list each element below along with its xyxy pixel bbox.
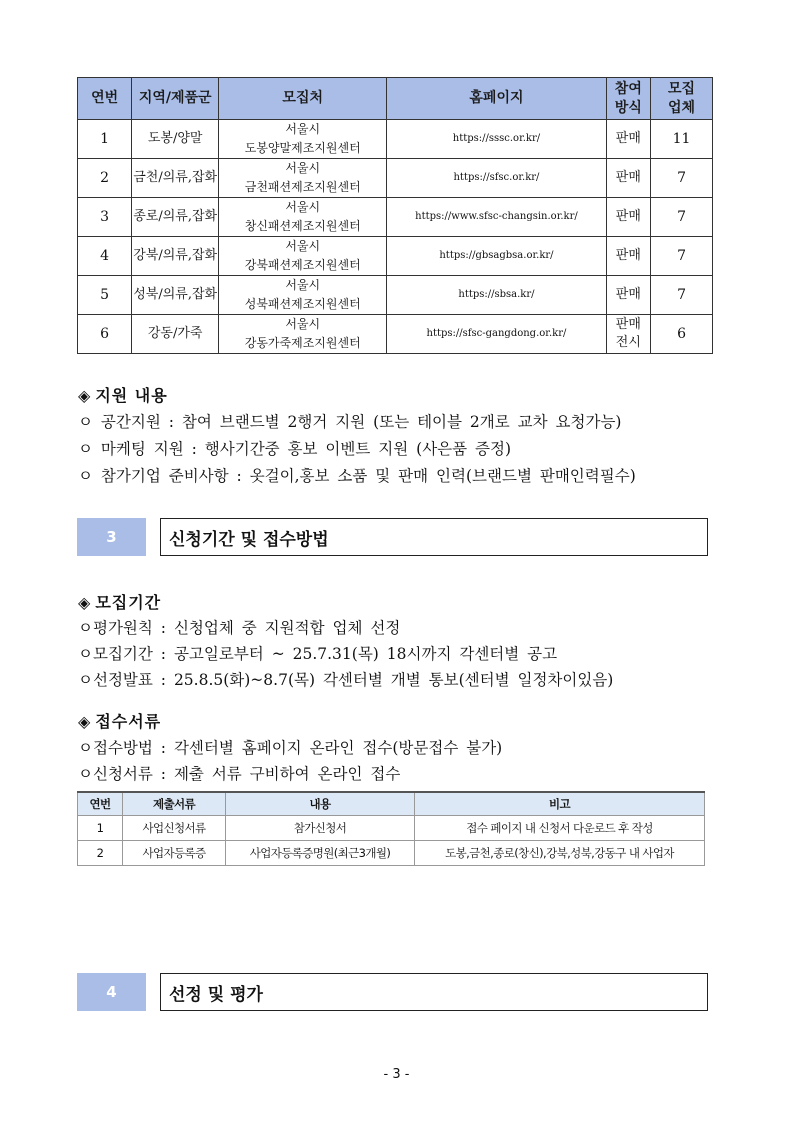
header-content: 내용 xyxy=(226,792,415,816)
row-no: 1 xyxy=(78,120,132,159)
row-no: 2 xyxy=(78,841,123,866)
section-number: 3 xyxy=(77,518,146,556)
section-title: 선정 및 평가 xyxy=(160,973,708,1011)
place-city: 서울시 xyxy=(285,161,321,175)
recruit-table-header xyxy=(78,78,713,120)
section-title: 신청기간 및 접수방법 xyxy=(160,518,708,556)
support-item: ㅇ 공간지원 : 참여 브랜드별 2행거 지원 (또는 테이블 2개로 교차 요청가능) xyxy=(78,413,622,431)
recruit-period-heading xyxy=(78,590,161,613)
row-homepage-link[interactable]: https://sbsa.kr/ xyxy=(387,276,606,315)
recruit-period-heading-text: 모집기간 xyxy=(95,593,162,612)
table-row xyxy=(78,237,713,276)
row-homepage-link[interactable]: https://sfsc.or.kr/ xyxy=(387,159,606,198)
row-no: 4 xyxy=(78,237,132,276)
documents-item: ㅇ신청서류 : 제출 서류 구비하여 온라인 접수 xyxy=(78,765,401,783)
row-count: 7 xyxy=(651,159,713,198)
row-homepage-link[interactable]: https://gbsagbsa.or.kr/ xyxy=(387,237,606,276)
row-place xyxy=(219,159,387,198)
support-heading xyxy=(78,383,168,406)
recruit-period-item: ㅇ모집기간 : 공고일로부터 ~ 25.7.31(목) 18시까지 각센터별 공고 xyxy=(78,645,558,663)
documents-table-header xyxy=(78,792,705,816)
place-name: 창신패션제조지원센터 xyxy=(244,219,361,233)
row-region: 종로/의류,잡화 xyxy=(132,198,219,237)
row-region: 강동/가죽 xyxy=(132,315,219,354)
place-city: 서울시 xyxy=(285,122,321,136)
place-city: 서울시 xyxy=(285,239,321,253)
table-row xyxy=(78,276,713,315)
row-method: 판매 xyxy=(606,237,651,276)
documents-heading-text: 접수서류 xyxy=(95,712,162,731)
row-region: 강북/의류,잡화 xyxy=(132,237,219,276)
row-method: 판매 전시 xyxy=(606,315,651,354)
section-3-header xyxy=(77,518,708,556)
place-name: 도봉양말제조지원센터 xyxy=(244,141,361,155)
table-row xyxy=(78,198,713,237)
row-note: 접수 페이지 내 신청서 다운로드 후 작성 xyxy=(415,816,705,841)
header-homepage: 홈페이지 xyxy=(387,78,606,120)
header-region: 지역/제품군 xyxy=(132,78,219,120)
row-no: 2 xyxy=(78,159,132,198)
header-method: 참여 방식 xyxy=(606,78,651,120)
support-item: ㅇ 참가기업 준비사항 : 옷걸이,홍보 소품 및 판매 인력(브랜드별 판매인력필수) xyxy=(78,467,636,485)
header-note: 비고 xyxy=(415,792,705,816)
place-name: 강북패션제조지원센터 xyxy=(244,258,361,272)
support-item: ㅇ 마케팅 지원 : 행사기간중 홍보 이벤트 지원 (사은품 증정) xyxy=(78,440,512,458)
row-place xyxy=(219,198,387,237)
table-row xyxy=(78,120,713,159)
place-name: 성북패션제조지원센터 xyxy=(244,297,361,311)
row-homepage-link[interactable]: https://www.sfsc-changsin.or.kr/ xyxy=(387,198,606,237)
header-no: 연번 xyxy=(78,792,123,816)
row-place xyxy=(219,120,387,159)
row-doc: 사업신청서류 xyxy=(123,816,226,841)
row-method: 판매 xyxy=(606,276,651,315)
documents-heading xyxy=(78,709,161,732)
table-row xyxy=(78,816,705,841)
place-name: 금천패션제조지원센터 xyxy=(244,180,361,194)
recruit-period-item: ㅇ선정발표 : 25.8.5(화)~8.7(목) 각센터별 개별 통보(센터별 일정차이있음) xyxy=(78,671,614,689)
recruit-table xyxy=(77,77,713,354)
recruit-period-item: ㅇ평가원칙 : 신청업체 중 지원적합 업체 선정 xyxy=(78,619,401,637)
row-place xyxy=(219,315,387,354)
row-content: 사업자등록증명원(최근3개월) xyxy=(226,841,415,866)
row-method: 판매 xyxy=(606,159,651,198)
row-count: 7 xyxy=(651,276,713,315)
row-place xyxy=(219,276,387,315)
support-heading-text: 지원 내용 xyxy=(95,386,168,405)
header-count: 모집 업체 xyxy=(651,78,713,120)
row-region: 금천/의류,잡화 xyxy=(132,159,219,198)
row-method: 판매 xyxy=(606,198,651,237)
row-count: 7 xyxy=(651,237,713,276)
row-no: 5 xyxy=(78,276,132,315)
row-place xyxy=(219,237,387,276)
row-count: 6 xyxy=(651,315,713,354)
place-city: 서울시 xyxy=(285,278,321,292)
diamond-bullet-icon: ◈ xyxy=(78,712,92,731)
documents-table xyxy=(77,791,705,866)
page-number: - 3 - xyxy=(383,1067,410,1082)
row-no: 6 xyxy=(78,315,132,354)
section-number: 4 xyxy=(77,973,146,1011)
place-city: 서울시 xyxy=(285,317,321,331)
row-method: 판매 xyxy=(606,120,651,159)
header-doc: 제출서류 xyxy=(123,792,226,816)
diamond-bullet-icon: ◈ xyxy=(78,593,92,612)
header-no: 연번 xyxy=(78,78,132,120)
place-name: 강동가죽제조지원센터 xyxy=(244,336,361,350)
place-city: 서울시 xyxy=(285,200,321,214)
row-region: 도봉/양말 xyxy=(132,120,219,159)
table-row xyxy=(78,841,705,866)
section-4-header xyxy=(77,973,708,1011)
table-row xyxy=(78,159,713,198)
row-note: 도봉,금천,종로(창신),강북,성북,강동구 내 사업자 xyxy=(415,841,705,866)
table-row xyxy=(78,315,713,354)
row-homepage-link[interactable]: https://sfsc-gangdong.or.kr/ xyxy=(387,315,606,354)
documents-item: ㅇ접수방법 : 각센터별 홈페이지 온라인 접수(방문접수 불가) xyxy=(78,739,503,757)
row-count: 11 xyxy=(651,120,713,159)
row-content: 참가신청서 xyxy=(226,816,415,841)
row-region: 성북/의류,잡화 xyxy=(132,276,219,315)
row-no: 1 xyxy=(78,816,123,841)
row-no: 3 xyxy=(78,198,132,237)
diamond-bullet-icon: ◈ xyxy=(78,386,92,405)
row-doc: 사업자등록증 xyxy=(123,841,226,866)
header-place: 모집처 xyxy=(219,78,387,120)
row-count: 7 xyxy=(651,198,713,237)
row-homepage-link[interactable]: https://sssc.or.kr/ xyxy=(387,120,606,159)
